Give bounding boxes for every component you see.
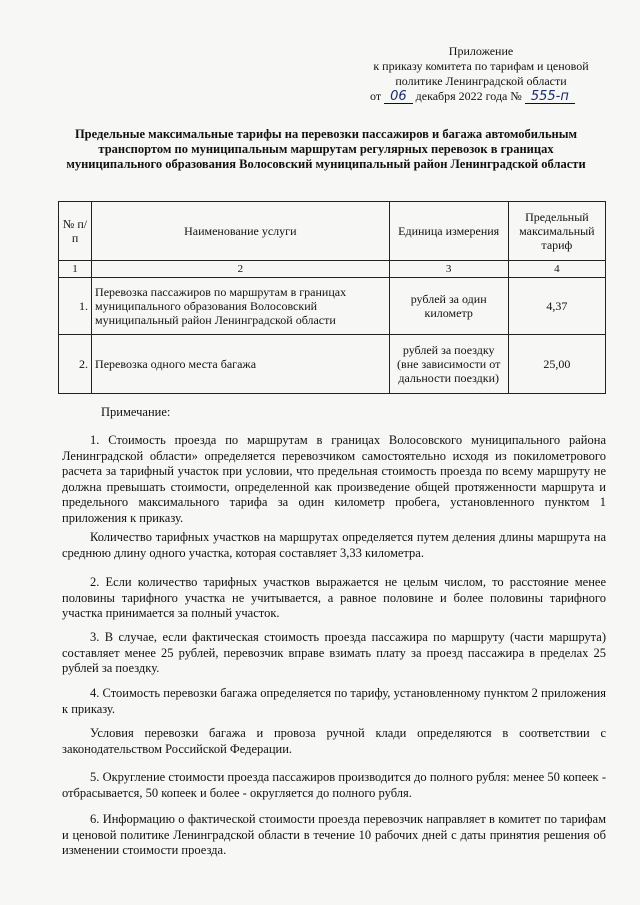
index-cell: 1: [59, 261, 92, 278]
index-cell: 3: [389, 261, 508, 278]
header-tariff: Предельный максимальный тариф: [508, 202, 605, 261]
appendix-header: [356, 44, 606, 104]
index-cell: 4: [508, 261, 605, 278]
row-service-name: Перевозка пассажиров по маршрутам в границах муниципального образования Волосовский муниципальный район Ленинградской области: [92, 278, 390, 335]
note-paragraph-4: 4. Стоимость перевозки багажа определяется по тарифу, установленному пунктом 2 приложения к приказу.: [62, 686, 606, 716]
tariff-table: [58, 201, 606, 394]
note-paragraph-1a: Количество тарифных участков на маршрутах определяется путем деления длины маршрута на среднюю длину одного участка, которая составляет 3,33 километра.: [62, 530, 606, 560]
header-name: Наименование услуги: [92, 202, 390, 261]
index-cell: 2: [92, 261, 390, 278]
row-unit: рублей за один километр: [389, 278, 508, 335]
table-header-row: [59, 202, 606, 261]
header-unit: Единица измерения: [389, 202, 508, 261]
document-title: Предельные максимальные тарифы на перевозки пассажиров и багажа автомобильным транспортом по муниципальным маршрутам регулярных перевозок в границах муниципального образования Волосовский муниципальный район Ленинградской области: [66, 127, 586, 171]
note-paragraph-4a: Условия перевозки багажа и провоза ручной клади определяются в соответствии с законодательством Российской Федерации.: [62, 726, 606, 756]
note-paragraph-2: 2. Если количество тарифных участков выражается не целым числом, то расстояние менее половины тарифного участка не учитывается, а равное половине и более половины тарифного участка принимается за полный участок.: [62, 575, 606, 620]
appendix-from: от: [370, 89, 382, 103]
note-paragraph-6: 6. Информацию о фактической стоимости проезда перевозчик направляет в комитет по тарифам и ценовой политике Ленинградской области в течение 10 рабочих дней с даты принятия решения об изменении стоимости проезда.: [62, 812, 606, 857]
row-tariff: 4,37: [508, 278, 605, 335]
note-paragraph-5: 5. Округление стоимости проезда пассажиров производится до полного рубля: менее 50 копеек - отбрасывается, 50 копеек и более - округляется до полного рубля.: [62, 770, 606, 800]
table-index-row: [59, 261, 606, 278]
appendix-title: Приложение: [448, 44, 514, 58]
note-heading: Примечание:: [101, 405, 171, 419]
row-tariff: 25,00: [508, 335, 605, 394]
row-service-name: Перевозка одного места багажа: [92, 335, 390, 394]
appendix-order-line: к приказу комитета по тарифам и ценовой: [373, 59, 589, 73]
note-paragraph-1: 1. Стоимость проезда по маршрутам в границах Волосовского муниципального района Ленинградской области» определяется перевозчиком самостоятельно исходя из покилометрового расчета за тарифный участок при условии, что предельная стоимость проезда по всему маршруту не должна превышать стоимости, определенной как произведение общей протяженности маршрута и предельного максимального тарифа за один километр пробега, установленного пунктом 1 приложения к приказу.: [62, 433, 606, 525]
appendix-region-line: политике Ленинградской области: [395, 74, 567, 88]
appendix-date-rest: декабря 2022 года №: [415, 89, 522, 103]
header-num: № п/п: [59, 202, 92, 261]
handwritten-order-number: 555-п: [525, 90, 575, 104]
row-unit: рублей за поездку (вне зависимости от дальности поездки): [389, 335, 508, 394]
handwritten-day: 06: [384, 90, 413, 104]
row-num: 1.: [59, 278, 92, 335]
table-row: [59, 278, 606, 335]
appendix-date-line: [356, 89, 606, 104]
row-num: 2.: [59, 335, 92, 394]
table-row: [59, 335, 606, 394]
note-paragraph-3: 3. В случае, если фактическая стоимость проезда пассажира по маршруту (части маршрута) составляет менее 25 рублей, перевозчик вправе взимать плату за проезд пассажира в пределах 25 рублей за поездку.: [62, 630, 606, 675]
